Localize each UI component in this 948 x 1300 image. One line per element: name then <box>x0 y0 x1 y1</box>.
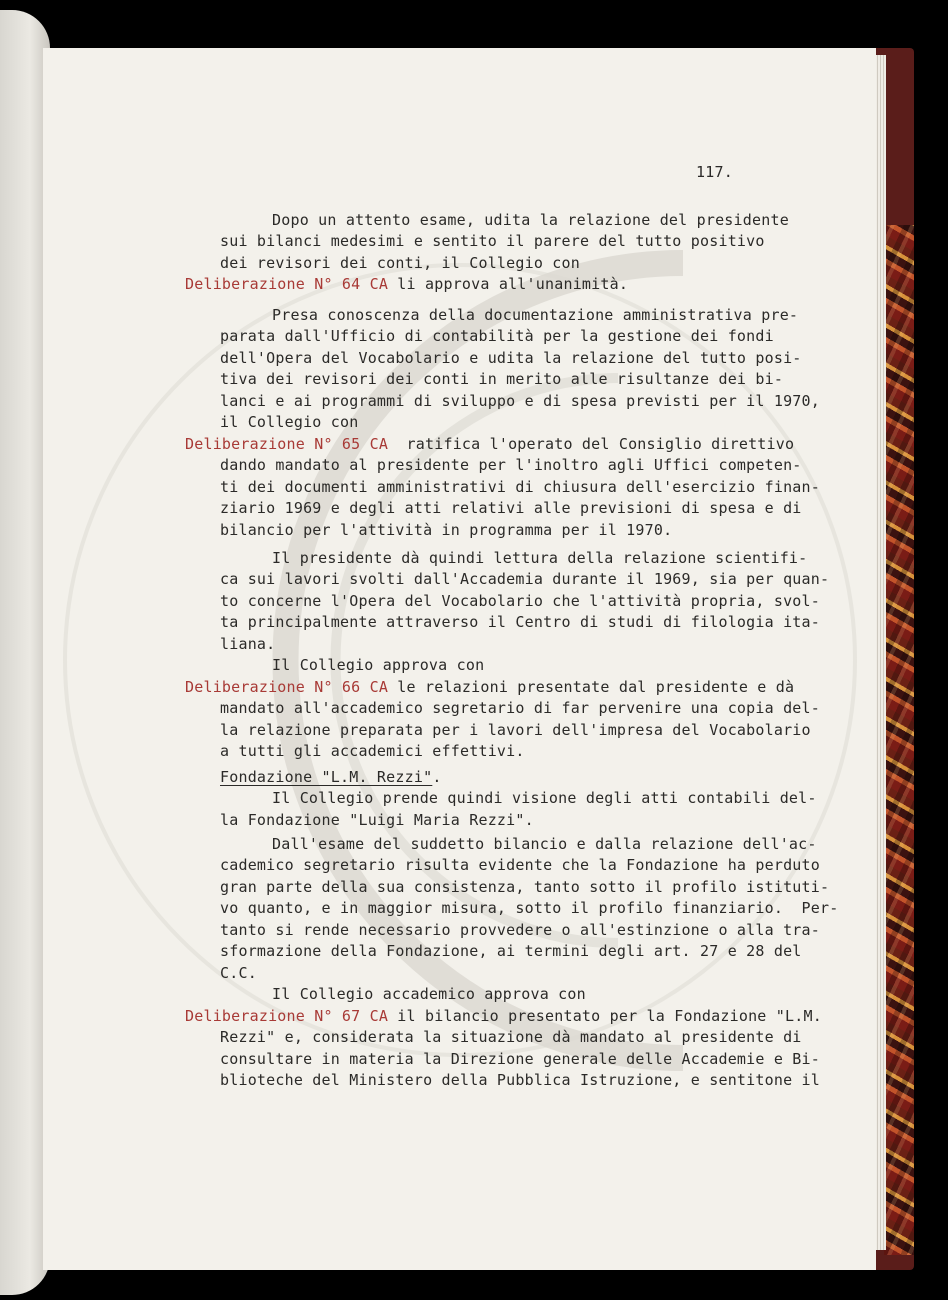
text-line: tanto si rende necessario provvedere o all'estinzione o alla tra- <box>220 921 820 939</box>
text-line: la relazione preparata per i lavori dell'impresa del Vocabolario <box>220 721 811 739</box>
text-line: sformazione della Fondazione, ai termini degli art. 27 e 28 del <box>220 942 802 960</box>
text-line: ti dei documenti amministrativi di chiusura dell'esercizio finan- <box>220 478 820 496</box>
text-line: blioteche del Ministero della Pubblica Istruzione, e sentitone il <box>220 1071 820 1089</box>
text-line: il Collegio con <box>220 413 359 431</box>
text-line: dei revisori dei conti, il Collegio con <box>220 254 580 272</box>
typed-text <box>43 48 876 1270</box>
section-title <box>220 767 442 787</box>
text-line: Dopo un attento esame, udita la relazione del presidente <box>272 211 789 229</box>
text-line: dando mandato al presidente per l'inoltro agli Uffici competen- <box>220 456 802 474</box>
deliberation-line <box>185 1006 822 1026</box>
text-line: Rezzi" e, considerata la situazione dà mandato al presidente di <box>220 1028 802 1046</box>
text-line: to concerne l'Opera del Vocabolario che l'attività propria, svol- <box>220 592 820 610</box>
text-line: tiva dei revisori dei conti in merito alle risultanze dei bi- <box>220 370 784 388</box>
text-line: sui bilanci medesimi e sentito il parere del tutto positivo <box>220 232 765 250</box>
deliberation-label: Deliberazione N° 66 CA <box>185 678 389 696</box>
deliberation-label: Deliberazione N° 67 CA <box>185 1007 389 1025</box>
text-line: ta principalmente attraverso il Centro di studi di filologia ita- <box>220 613 820 631</box>
text-line: cademico segretario risulta evidente che la Fondazione ha perduto <box>220 856 820 874</box>
text-line: Il presidente dà quindi lettura della relazione scientifi- <box>272 549 808 567</box>
text-line: la Fondazione "Luigi Maria Rezzi". <box>220 811 534 829</box>
text-line: bilancio per l'attività in programma per il 1970. <box>220 521 673 539</box>
section-title-text: Fondazione "L.M. Rezzi" <box>220 768 433 786</box>
deliberation-text: ratifica l'operato del Consiglio direttivo <box>388 435 795 453</box>
text-line: lanci e ai programmi di sviluppo e di spesa previsti per il 1970, <box>220 392 820 410</box>
text-line: dell'Opera del Vocabolario e udita la relazione del tutto posi- <box>220 349 802 367</box>
text-line: parata dall'Ufficio di contabilità per la gestione dei fondi <box>220 327 774 345</box>
text-line: ziario 1969 e degli atti relativi alle previsioni di spesa e di <box>220 499 802 517</box>
document-page <box>43 48 876 1270</box>
text-line: mandato all'accademico segretario di far pervenire una copia del- <box>220 699 820 717</box>
text-line: consultare in materia la Direzione generale delle Accademie e Bi- <box>220 1050 820 1068</box>
deliberation-text: li approva all'unanimità. <box>388 275 629 293</box>
text-line: Il Collegio prende quindi visione degli atti contabili del- <box>272 789 817 807</box>
marbled-endpaper <box>884 225 914 1255</box>
deliberation-text: le relazioni presentate dal presidente e dà <box>388 678 795 696</box>
text-line: Presa conoscenza della documentazione amministrativa pre- <box>272 306 799 324</box>
deliberation-line <box>185 274 628 294</box>
page-number: 117. <box>696 163 733 181</box>
text-line: gran parte della sua consistenza, tanto sotto il profilo istituti- <box>220 878 830 896</box>
text-line: liana. <box>220 635 276 653</box>
deliberation-label: Deliberazione N° 65 CA <box>185 435 389 453</box>
text-line: Dall'esame del suddetto bilancio e dalla relazione dell'ac- <box>272 835 817 853</box>
text-line: vo quanto, e in maggior misura, sotto il profilo finanziario. Per- <box>220 899 839 917</box>
text-line: Il Collegio accademico approva con <box>272 985 586 1003</box>
text-line: C.C. <box>220 964 257 982</box>
text-line: ca sui lavori svolti dall'Accademia durante il 1969, sia per quan- <box>220 570 830 588</box>
section-title-period: . <box>432 768 442 786</box>
text-line: a tutti gli accademici effettivi. <box>220 742 525 760</box>
deliberation-line <box>185 434 794 454</box>
deliberation-line <box>185 677 794 697</box>
text-line: Il Collegio approva con <box>272 656 485 674</box>
deliberation-text: il bilancio presentato per la Fondazione "L.M. <box>388 1007 822 1025</box>
deliberation-label: Deliberazione N° 64 CA <box>185 275 389 293</box>
